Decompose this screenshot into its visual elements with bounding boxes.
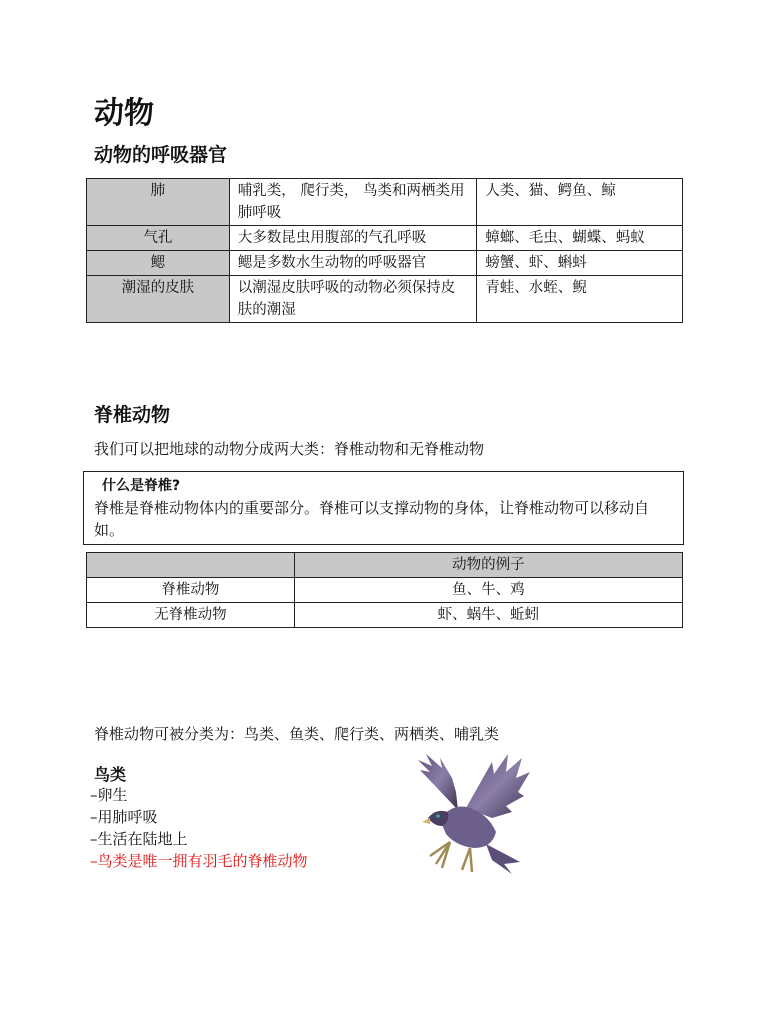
examples-cell: 青蛙、水蛭、鲵 <box>477 276 683 323</box>
list-item: –卵生 <box>90 786 128 804</box>
list-item-highlight: –鸟类是唯一拥有羽毛的脊椎动物 <box>90 852 308 870</box>
examples-header-blank <box>87 553 295 578</box>
examples-cell: 人类、猫、鳄鱼、鲸 <box>477 179 683 226</box>
category-cell: 无脊椎动物 <box>87 603 295 628</box>
table-row <box>87 276 683 323</box>
example-cell: 虾、蜗牛、蚯蚓 <box>294 603 682 628</box>
table-row <box>87 251 683 276</box>
table-row <box>87 603 683 628</box>
vertebrates-intro: 我们可以把地球的动物分成两大类：脊椎动物和无脊椎动物 <box>94 440 485 458</box>
definition-box <box>83 471 684 545</box>
examples-cell: 蟑螂、毛虫、蝴蝶、蚂蚁 <box>477 226 683 251</box>
classification-text: 脊椎动物可被分类为：鸟类、鱼类、爬行类、两栖类、哺乳类 <box>94 725 500 743</box>
description-cell: 哺乳类， 爬行类， 鸟类和两栖类用肺呼吸 <box>229 179 477 226</box>
organ-cell: 肺 <box>87 179 230 226</box>
examples-cell: 螃蟹、虾、蝌蚪 <box>477 251 683 276</box>
page-title: 动物 <box>94 96 154 131</box>
definition-text: 脊椎是脊椎动物体内的重要部分。脊椎可以支撑动物的身体，让脊椎动物可以移动自如。 <box>94 499 650 539</box>
description-cell: 鳃是多数水生动物的呼吸器官 <box>229 251 477 276</box>
category-cell: 脊椎动物 <box>87 578 295 603</box>
respiration-table <box>86 178 683 323</box>
description-cell: 以潮湿皮肤呼吸的动物必须保持皮肤的潮湿 <box>229 276 477 323</box>
vertebrates-heading: 脊椎动物 <box>94 404 171 426</box>
table-row <box>87 578 683 603</box>
examples-header: 动物的例子 <box>294 553 682 578</box>
list-item: –生活在陆地上 <box>90 830 188 848</box>
birds-heading: 鸟类 <box>94 765 127 784</box>
table-row <box>87 179 683 226</box>
organ-cell: 潮湿的皮肤 <box>87 276 230 323</box>
list-item: –用肺呼吸 <box>90 808 158 826</box>
organ-cell: 鳃 <box>87 251 230 276</box>
eagle-illustration <box>400 752 536 880</box>
examples-table <box>86 552 683 628</box>
respiration-heading: 动物的呼吸器官 <box>94 144 228 166</box>
table-row <box>87 226 683 251</box>
organ-cell: 气孔 <box>87 226 230 251</box>
definition-title: 什么是脊椎? <box>102 478 181 494</box>
description-cell: 大多数昆虫用腹部的气孔呼吸 <box>229 226 477 251</box>
birds-list <box>90 784 308 872</box>
example-cell: 鱼、牛、鸡 <box>294 578 682 603</box>
